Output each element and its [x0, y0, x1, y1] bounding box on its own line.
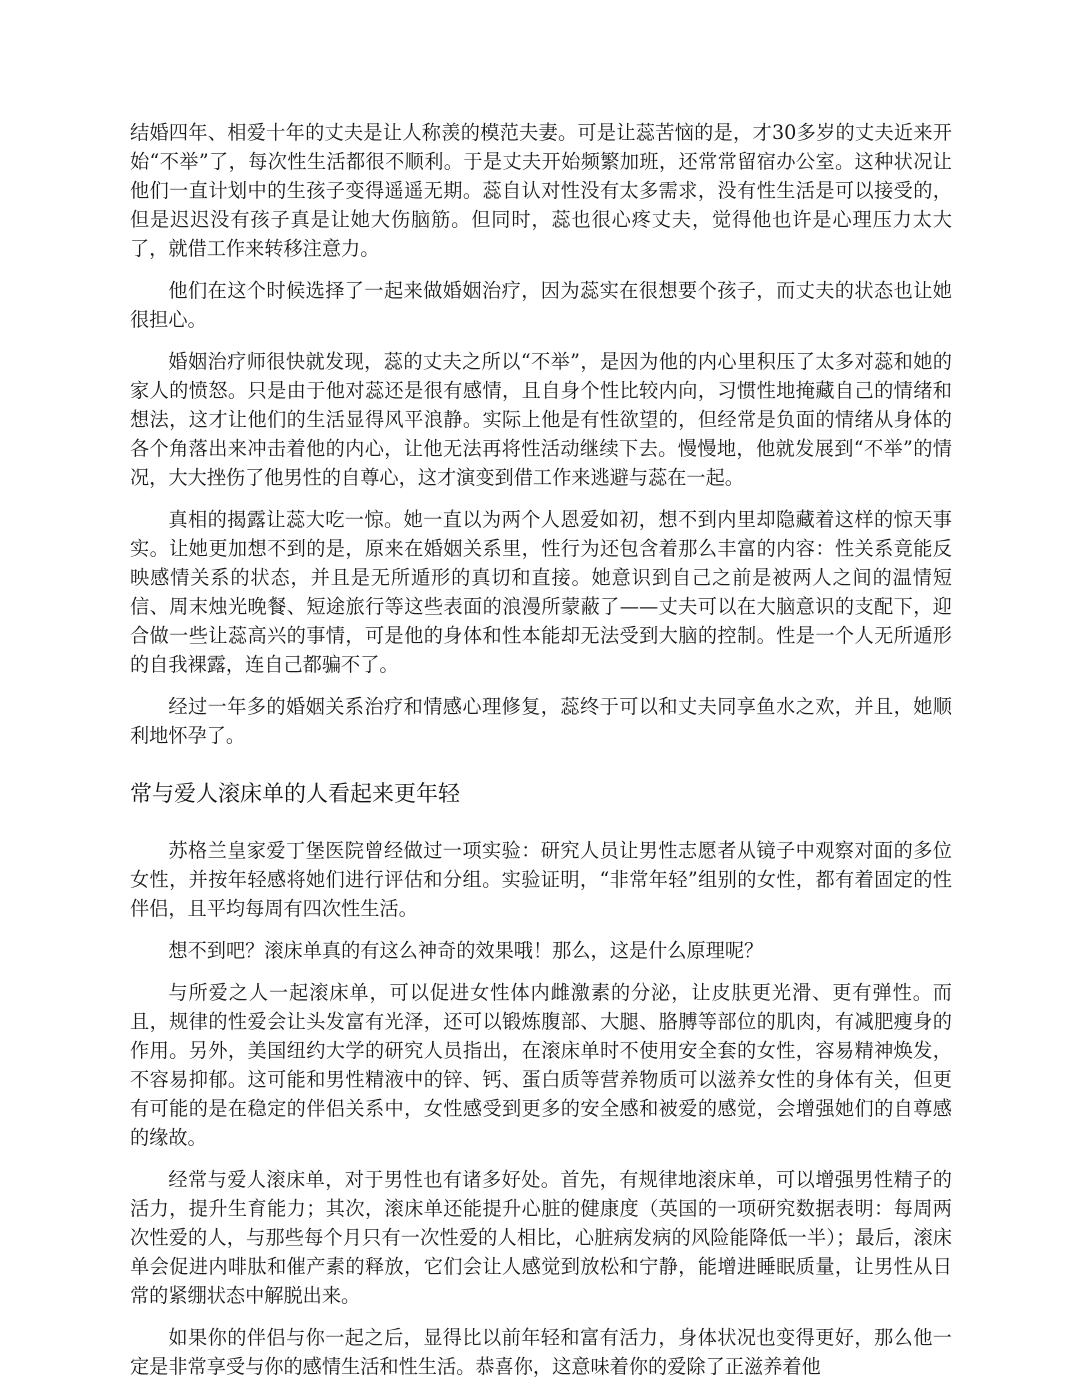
paragraph-question: 想不到吧？滚床单真的有这么神奇的效果哦！那么，这是什么原理呢？ [168, 939, 764, 962]
paragraph-conclusion: 如果你的伴侣与你一起之后，显得比以前年轻和富有活力，身体状况也变得更好，那么他一定是非常享受与你的感情生活和性生活。恭喜你，这意味着你的爱除了正滋养着他 [130, 1326, 952, 1378]
paragraph-therapist-finding: 婚姻治疗师很快就发现，蕊的丈夫之所以“不举”，是因为他的内心里积压了太多对蕊和她的家人的愤怒。只是由于他对蕊还是很有感情，且自身个性比较内向，习惯性地掩藏自己的情绪和想法，这才让他们的生活显得风平浪静。实际上他是有性欲望的，但经常是负面的情绪从身体的各个角落出来冲击着他的内心，让他无法再将性活动继续下去。慢慢地，他就发展到“不举”的情况，大大挫伤了他男性的自尊心，这才演变到借工作来逃避与蕊在一起。 [130, 350, 952, 489]
document-page [130, 118, 952, 1394]
paragraph-outcome: 经过一年多的婚姻关系治疗和情感心理修复，蕊终于可以和丈夫同享鱼水之欢，并且，她顺利地怀孕了。 [130, 695, 952, 747]
paragraph-truth-revealed: 真相的揭露让蕊大吃一惊。她一直以为两个人恩爱如初，想不到内里却隐藏着这样的惊天事实。让她更加想不到的是，原来在婚姻关系里，性行为还包含着那么丰富的内容：性关系竟能反映感情关系的状态，并且是无所遁形的真切和直接。她意识到自己之前是被两人之间的温情短信、周末烛光晚餐、短途旅行等这些表面的浪漫所蒙蔽了——丈夫可以在大脑意识的支配下，迎合做一些让蕊高兴的事情，可是他的身体和性本能却无法受到大脑的控制。性是一个人无所遁形的自我裸露，连自己都骗不了。 [130, 508, 952, 676]
paragraph-benefits-men: 经常与爱人滚床单，对于男性也有诸多好处。首先，有规律地滚床单，可以增强男性精子的活力，提升生育能力；其次，滚床单还能提升心脏的健康度（英国的一项研究数据表明：每周两次性爱的人，与那些每个月只有一次性爱的人相比，心脏病发病的风险能降低一半）；最后，滚床单会促进内啡肽和催产素的释放，它们会让人感觉到放松和宁静，能增进睡眠质量，让男性从日常的紧绷状态中解脱出来。 [130, 1168, 952, 1307]
paragraph-marriage-intro: 结婚四年、相爱十年的丈夫是让人称羡的模范夫妻。可是让蕊苦恼的是，才30多岁的丈夫近来开始“不举”了，每次性生活都很不顺利。于是丈夫开始频繁加班，还常常留宿办公室。这种状况让他们一直计划中的生孩子变得遥遥无期。蕊自认对性没有太多需求，没有性生活是可以接受的，但是迟迟没有孩子真是让她大伤脑筋。但同时，蕊也很心疼丈夫，觉得他也许是心理压力太大了，就借工作来转移注意力。 [130, 121, 952, 260]
paragraph-marriage-therapy: 他们在这个时候选择了一起来做婚姻治疗，因为蕊实在很想要个孩子，而丈夫的状态也让她很担心。 [130, 279, 952, 331]
section-heading: 常与爱人滚床单的人看起来更年轻 [130, 782, 461, 807]
paragraph-edinburgh-experiment: 苏格兰皇家爱丁堡医院曾经做过一项实验：研究人员让男性志愿者从镜子中观察对面的多位女性，并按年轻感将她们进行评估和分组。实验证明，“非常年轻”组别的女性，都有着固定的性伴侣，且平均每周有四次性生活。 [130, 839, 952, 920]
paragraph-benefits-women: 与所爱之人一起滚床单，可以促进女性体内雌激素的分泌，让皮肤更光滑、更有弹性。而且，规律的性爱会让头发富有光泽，还可以锻炼腹部、大腿、胳膊等部位的肌肉，有减肥瘦身的作用。另外，美国纽约大学的研究人员指出，在滚床单时不使用安全套的女性，容易精神焕发，不容易抑郁。这可能和男性精液中的锌、钙、蛋白质等营养物质可以滋养女性的身体有关，但更有可能的是在稳定的伴侣关系中，女性感受到更多的安全感和被爱的感觉，会增强她们的自尊感的缘故。 [130, 981, 952, 1149]
